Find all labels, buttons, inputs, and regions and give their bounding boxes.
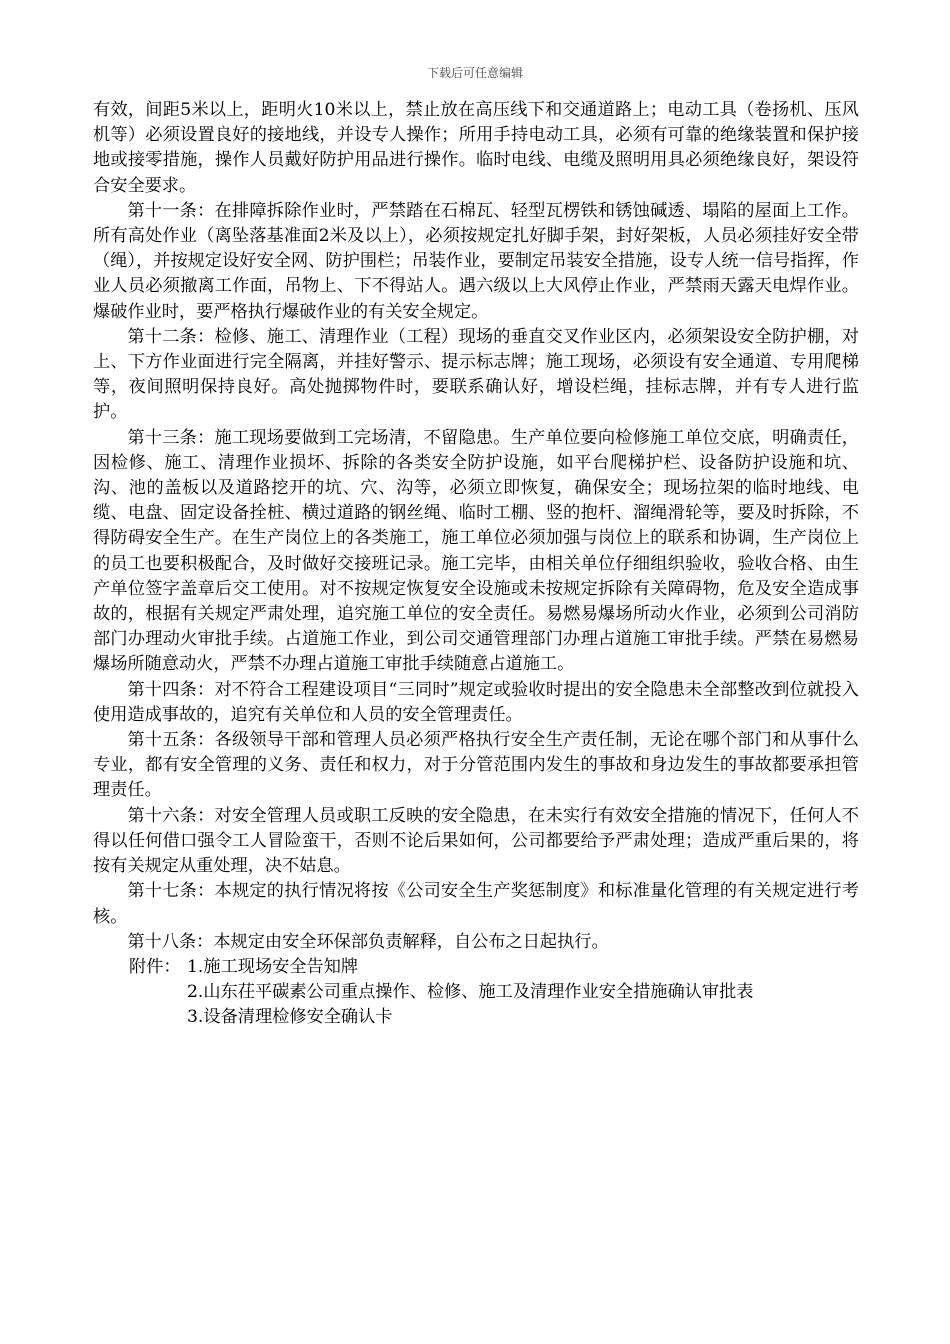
attachment-text: 2.山东茌平碳素公司重点操作、检修、施工及清理作业安全措施确认审批表 xyxy=(187,982,754,1003)
article-16: 第十六条：对安全管理人员或职工反映的安全隐患，在未实行有效安全措施的情况下，任何人不得以任何借口强令工人冒险蛮干，否则不论后果如何，公司都要给予严肃处理；造成严重后果的，将按有关规定从重处理，决不姑息。 xyxy=(93,805,859,877)
attachment-text: 3.设备清理检修安全确认卡 xyxy=(187,1007,393,1028)
paragraph-continuation: 有效，间距5米以上，距明火10米以上，禁止放在高压线下和交通道路上；电动工具（卷扬机、压风机等）必须设置良好的接地线，并设专人操作；所用手持电动工具，必须有可靠的绝缘装置和保护接地或接零措施，操作人员戴好防护用品进行操作。临时电线、电缆及照明用具必须绝缘良好，架设符合安全要求。 xyxy=(93,100,859,196)
article-14: 第十四条：对不符合工程建设项目“三同时”规定或验收时提出的安全隐患未全部整改到位就投入使用造成事故的，追究有关单位和人员的安全管理责任。 xyxy=(93,679,859,725)
attachment-item-1 xyxy=(93,955,859,980)
page-header: 下载后可任意编辑 xyxy=(426,66,523,80)
article-12: 第十二条：检修、施工、清理作业（工程）现场的垂直交叉作业区内，必须架设安全防护棚，对上、下方作业面进行完全隔离，并挂好警示、提示标志牌；施工现场，必须设有安全通道、专用爬梯等，夜间照明保持良好。高处抛掷物件时，要联系确认好，增设栏绳，挂标志牌，并有专人进行监护。 xyxy=(93,326,859,423)
article-11: 第十一条：在排障拆除作业时，严禁踏在石棉瓦、轻型瓦楞铁和锈蚀碱透、塌陷的屋面上工作。所有高处作业（离坠落基准面2米及以上），必须按规定扎好脚手架，封好架板，人员必须挂好安全带（绳），并按规定设好安全网、防护围栏；吊装作业，要制定吊装安全措施，设专人统一信号指挥，作业人员必须撤离工作面，吊物上、下不得站人。遇六级以上大风停止作业，严禁雨天露天电焊作业。爆破作业时，要严格执行爆破作业的有关安全规定。 xyxy=(93,200,859,322)
attachment-text: 1.施工现场安全告知牌 xyxy=(187,956,359,977)
document-body xyxy=(93,98,859,1031)
article-17: 第十七条：本规定的执行情况将按《公司安全生产奖惩制度》和标准量化管理的有关规定进行考核。 xyxy=(93,881,859,927)
article-15: 第十五条：各级领导干部和管理人员必须严格执行安全生产责任制，无论在哪个部门和从事什么专业，都有安全管理的义务、责任和权力，对于分管范围内发生的事故和身边发生的事故都要承担管理责任。 xyxy=(93,730,859,801)
attachment-item-2 xyxy=(93,980,859,1005)
article-18: 第十八条：本规定由安全环保部负责解释，自公布之日起执行。 xyxy=(127,931,609,952)
article-13: 第十三条：施工现场要做到工完场清，不留隐患。生产单位要向检修施工单位交底，明确责任，因检修、施工、清理作业损坏、拆除的各类安全防护设施，如平台爬梯护栏、设备防护设施和坑、沟、池的盖板以及道路挖开的坑、穴、沟等，必须立即恢复，确保安全；现场拉架的临时地线、电缆、电盘、固定设备拴桩、横过道路的钢丝绳、临时工棚、竖的抱杆、溜绳滑轮等，要及时拆除，不得防碍安全生产。在生产岗位上的各类施工，施工单位必须加强与岗位上的联系和协调，生产岗位上的员工也要积极配合，及时做好交接班记录。施工完毕，由相关单位仔细组织验收，验收合格、由生产单位签字盖章后交工使用。对不按规定恢复安全设施或未按规定拆除有关障碍物，危及安全造成事故的，根据有关规定严肃处理，追究施工单位的安全责任。易燃易爆场所动火作业，必须到公司消防部门办理动火审批手续。占道施工作业，到公司交通管理部门办理占道施工审批手续。严禁在易燃易爆场所随意动火，严禁不办理占道施工审批手续随意占道施工。 xyxy=(93,427,859,675)
attachment-item-3 xyxy=(93,1005,859,1030)
attachments-label: 附件： xyxy=(129,956,181,977)
